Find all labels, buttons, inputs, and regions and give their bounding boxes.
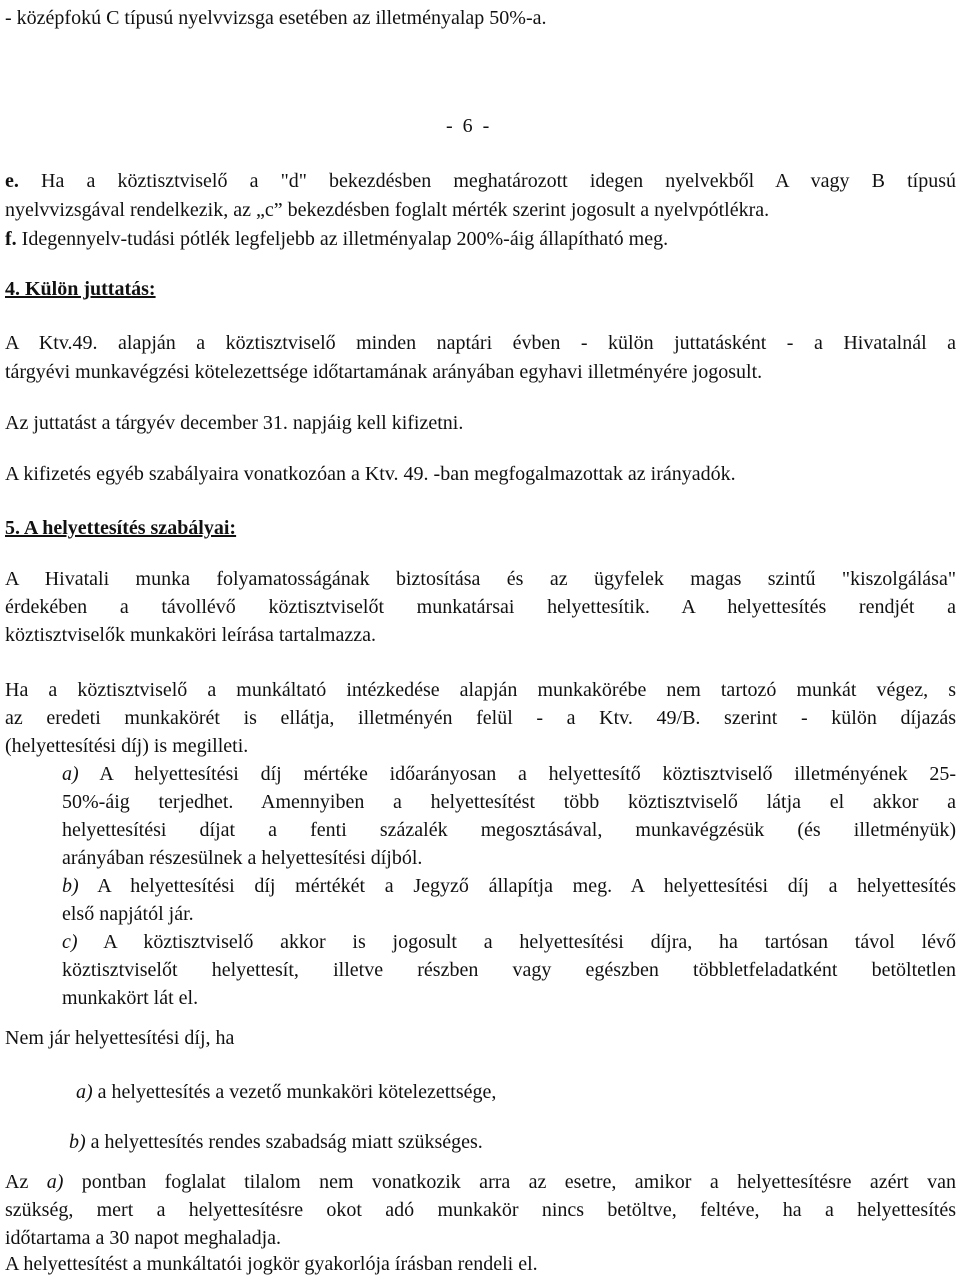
list-item-c-line xyxy=(62,928,956,957)
list-item-a-line: helyettesítési díjat a fenti százalék megosztásával, munkavégzésük (és illetményük) xyxy=(62,819,956,841)
list-item-a-line xyxy=(62,760,956,789)
section-4-paragraph: A kifizetés egyéb szabályaira vonatkozóan a Ktv. 49. -ban megfogalmazottak az irányadók. xyxy=(5,463,736,485)
no-fee-item-b xyxy=(69,1128,483,1157)
section-4-paragraph-line: tárgyévi munkavégzési kötelezettsége időtartamának arányában egyhavi illetményére jogosult. xyxy=(5,361,763,383)
paragraph-f-text: Idegennyelv-tudási pótlék legfeljebb az illetményalap 200%-áig állapítható meg. xyxy=(16,228,669,250)
list-item-b-line xyxy=(62,872,956,901)
paragraph-e-line xyxy=(5,167,956,196)
list-item-a-marker: a) xyxy=(62,763,79,785)
list-item-c-text: A köztisztviselő akkor is jogosult a helyettesítési díjra, ha tartósan távol lévő xyxy=(77,931,956,953)
list-item-a-line: arányában részesülnek a helyettesítési díjból. xyxy=(62,847,423,869)
no-fee-item-a-marker: a) xyxy=(76,1081,93,1103)
list-item-b-text: A helyettesítési díj mértékét a Jegyző állapítja meg. A helyettesítési díj a helyettesítés xyxy=(78,875,956,897)
section-4-paragraph: Az juttatást a tárgyév december 31. napjáig kell kifizetni. xyxy=(5,412,464,434)
section-5-paragraph-line: (helyettesítési díj) is megilleti. xyxy=(5,735,249,757)
paragraph-f-line xyxy=(5,225,668,254)
section-5-paragraph-line: az eredeti munkakörét is ellátja, illetményén felül - a Ktv. 49/B. szerint - külön díjazás xyxy=(5,707,956,729)
section-4-heading: 4. Külön juttatás: xyxy=(5,278,156,300)
paragraph-e-marker: e. xyxy=(5,170,19,192)
section-5-paragraph-line: Ha a köztisztviselő a munkáltató intézkedése alapján munkakörébe nem tartozó munkát végez, s xyxy=(5,679,956,701)
no-fee-item-a xyxy=(76,1078,496,1107)
list-item-c-marker: c) xyxy=(62,931,78,953)
no-fee-item-b-marker: b) xyxy=(69,1131,86,1153)
paragraph-e-line: nyelvvizsgával rendelkezik, az „c” bekezdésben foglalt mérték szerint jogosult a nyelvpótlékra. xyxy=(5,199,770,221)
paragraph-e-text: Ha a köztisztviselő a "d" bekezdésben meghatározott idegen nyelvekből A vagy B típusú xyxy=(18,170,956,192)
list-item-c-line: köztisztviselőt helyettesít, illetve részben vagy egészben többletfeladatként betöltetlen xyxy=(62,959,956,981)
list-item-b-line: első napjától jár. xyxy=(62,903,194,925)
section-4-paragraph-line: A Ktv.49. alapján a köztisztviselő minden naptári évben - külön juttatásként - a Hivatalnál a xyxy=(5,332,956,354)
section-5-paragraph-line: A Hivatali munka folyamatosságának biztosítása és az ügyfelek magas szintű "kiszolgálása" xyxy=(5,568,956,590)
section-5-heading: 5. A helyettesítés szabályai: xyxy=(5,517,237,539)
closing-marker: a) xyxy=(46,1171,64,1193)
top-line: - középfokú C típusú nyelvvizsga esetében az illetményalap 50%-a. xyxy=(5,7,547,29)
list-item-c-line: munkakört lát el. xyxy=(62,987,199,1009)
page-number: - 6 - xyxy=(446,115,490,137)
paragraph-f-marker: f. xyxy=(5,228,17,250)
no-fee-item-a-text: a helyettesítés a vezető munkaköri kötelezettsége, xyxy=(92,1081,497,1103)
closing-paragraph-line: szükség, mert a helyettesítésre okot adó munkakör nincs betöltve, feltéve, ha a helyettesítés xyxy=(5,1199,956,1221)
final-line: A helyettesítést a munkáltatói jogkör gyakorlója írásban rendeli el. xyxy=(5,1253,538,1275)
list-item-b-marker: b) xyxy=(62,875,79,897)
list-item-a-text: A helyettesítési díj mértéke időarányosan a helyettesítő köztisztviselő illetményének 25- xyxy=(78,763,956,785)
closing-paragraph-line xyxy=(5,1168,956,1197)
list-item-a-line: 50%-áig terjedhet. Amennyiben a helyettesítést több köztisztviselő látja el akkor a xyxy=(62,791,956,813)
section-5-paragraph-line: köztisztviselők munkaköri leírása tartalmazza. xyxy=(5,624,376,646)
closing-prefix: Az xyxy=(5,1171,47,1193)
closing-text: pontban foglalat tilalom nem vonatkozik arra az esetre, amikor a helyettesítésre azért van xyxy=(63,1171,956,1193)
no-fee-item-b-text: a helyettesítés rendes szabadság miatt szükséges. xyxy=(85,1131,483,1153)
section-5-paragraph-line: érdekében a távollévő köztisztviselőt munkatársai helyettesítik. A helyettesítés rendjét a xyxy=(5,596,956,618)
no-fee-intro: Nem jár helyettesítési díj, ha xyxy=(5,1027,235,1049)
closing-paragraph-line: időtartama a 30 napot meghaladja. xyxy=(5,1227,282,1249)
